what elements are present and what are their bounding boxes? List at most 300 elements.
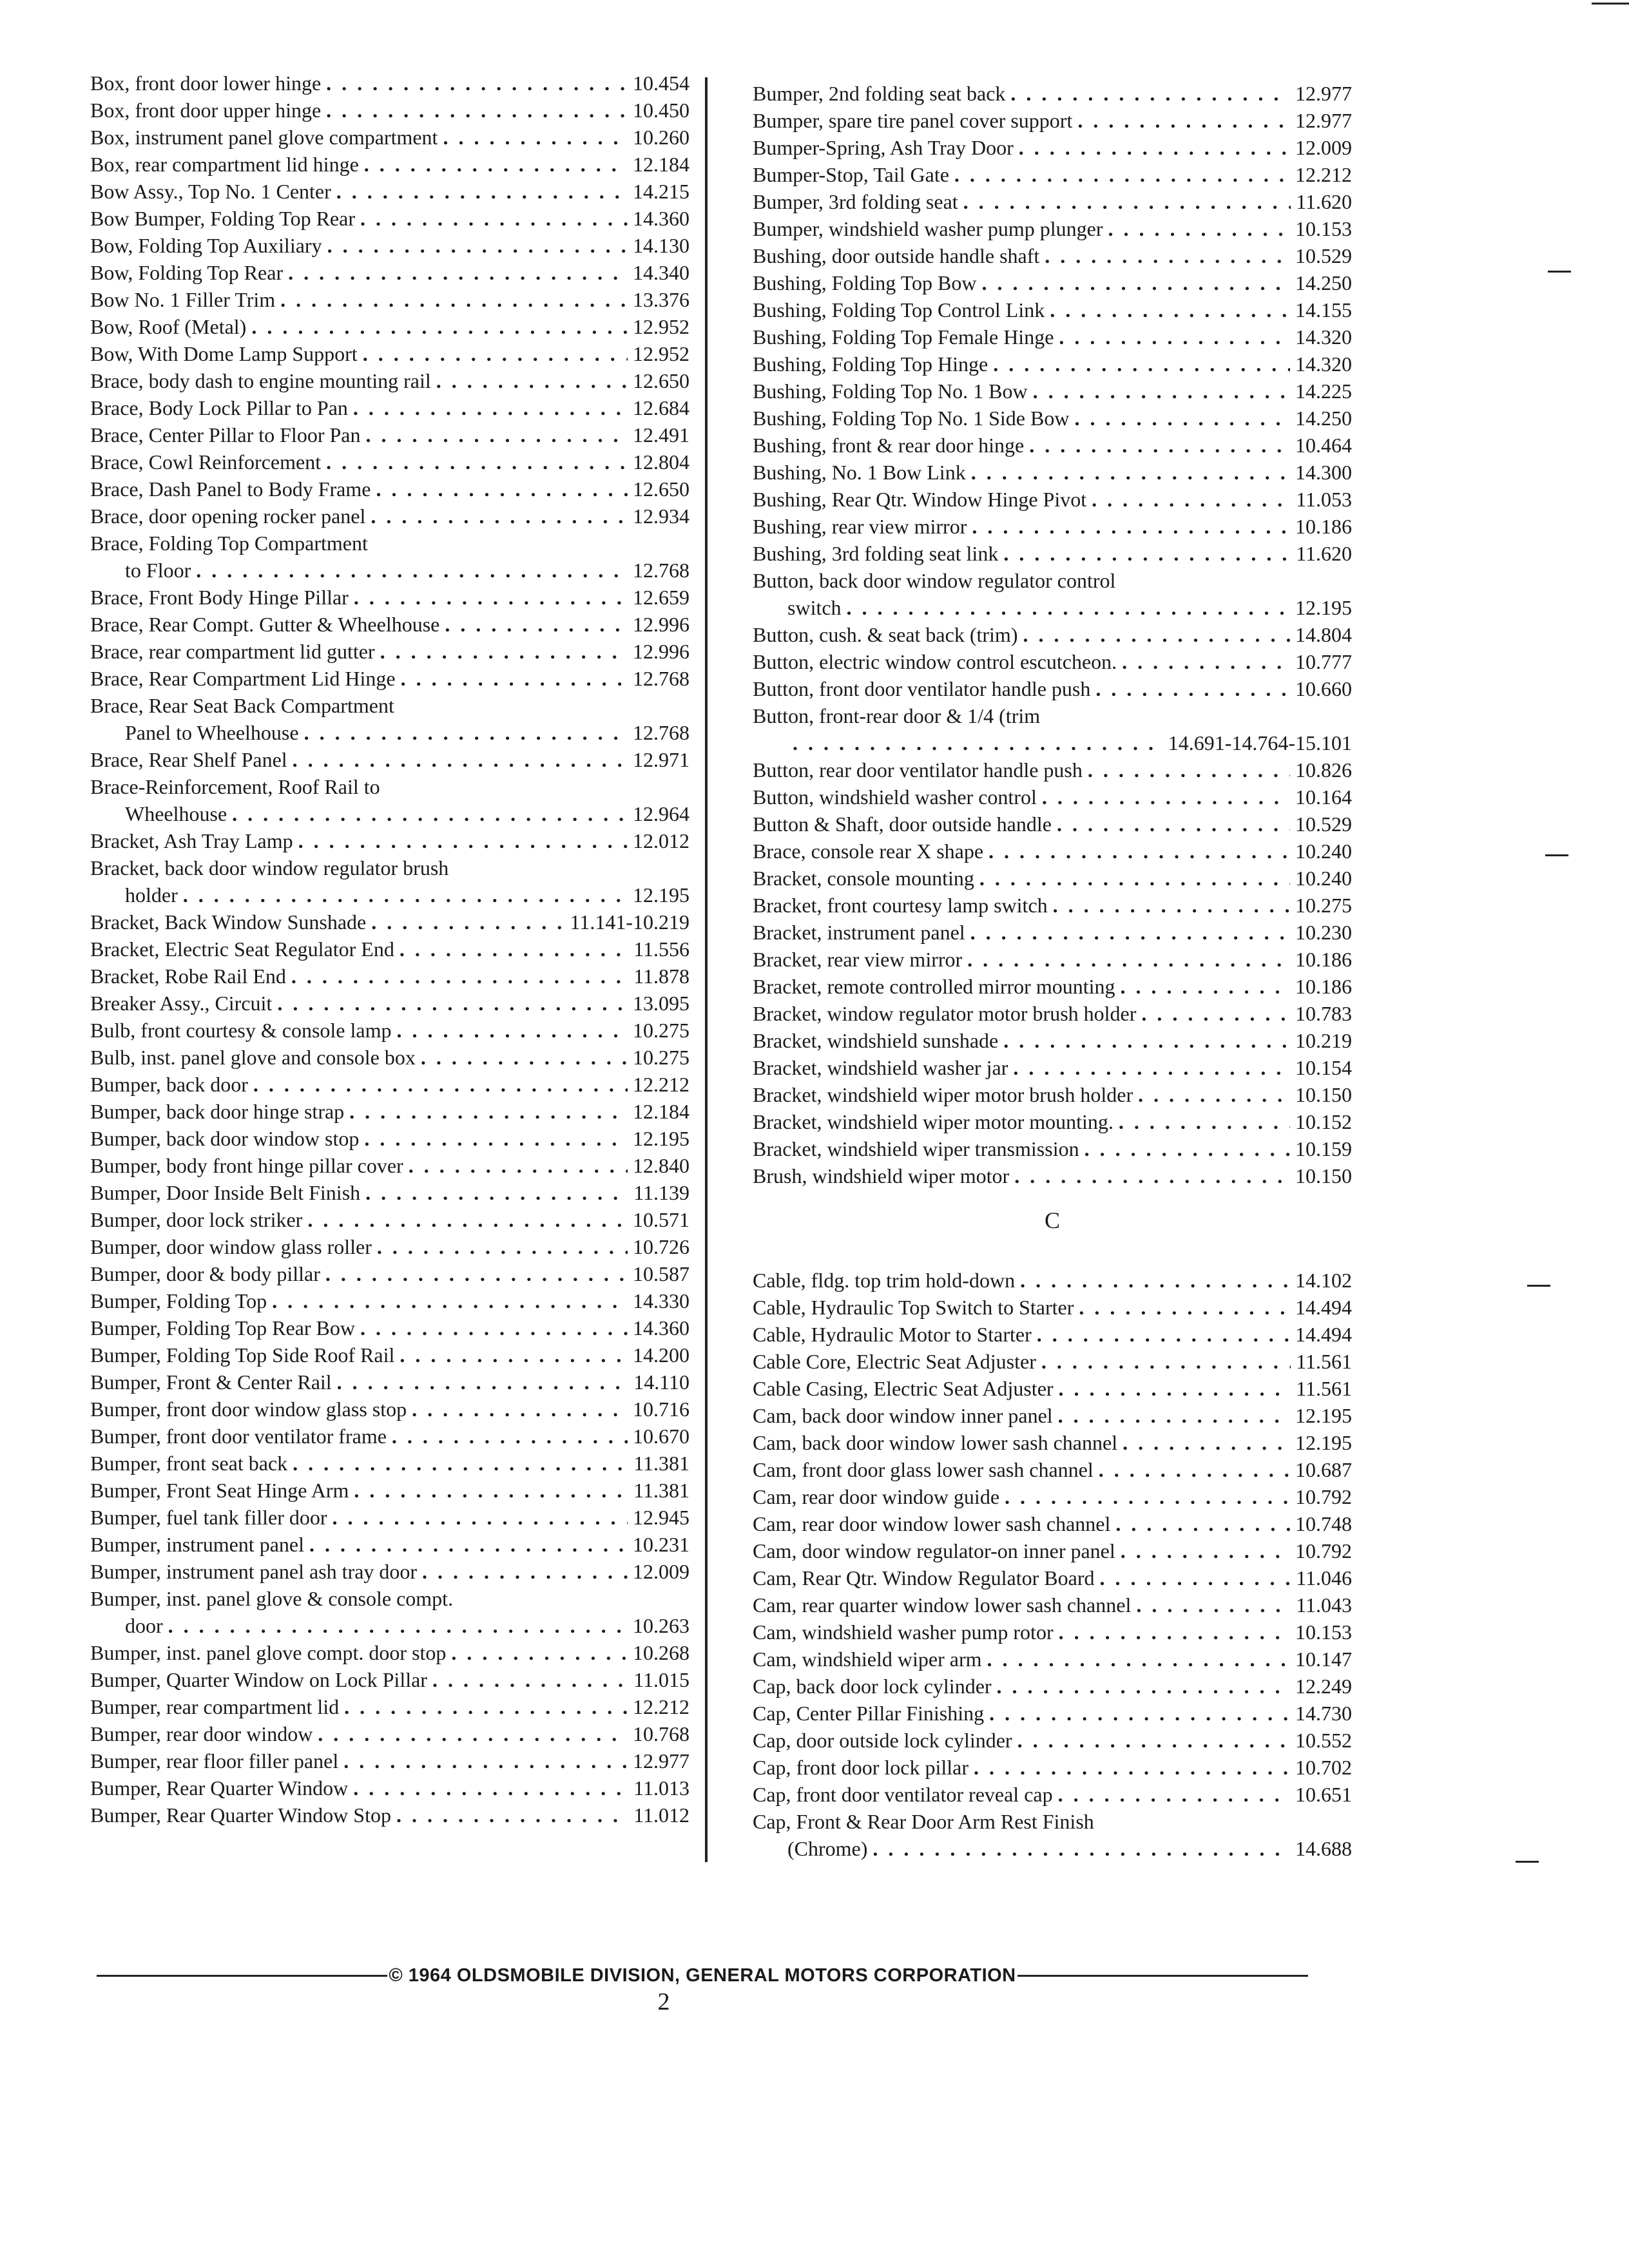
entry-page-ref: 14.320 [1295, 352, 1352, 376]
index-entry [753, 513, 1352, 540]
dot-leader [1053, 892, 1290, 919]
dot-leader [997, 1673, 1290, 1700]
entry-name: Bumper, door & body pillar [90, 1262, 320, 1285]
entry-name: Button & Shaft, door outside handle [753, 812, 1052, 836]
entry-name: Bumper, Door Inside Belt Finish [90, 1181, 361, 1204]
entry-page-ref: 12.977 [1295, 109, 1352, 132]
entry-name: Brace, Rear Compt. Gutter & Wheelhouse [90, 613, 440, 636]
entry-name: Bushing, front & rear door hinge [753, 434, 1025, 457]
index-entry [753, 1162, 1352, 1189]
dot-leader [253, 1071, 628, 1098]
entry-page-ref: 10.275 [633, 1046, 689, 1069]
index-entry [90, 746, 689, 773]
entry-page-ref: 11.013 [633, 1776, 689, 1800]
index-entry [753, 323, 1352, 351]
entry-page-ref: 12.009 [633, 1560, 689, 1583]
index-entry [753, 1402, 1352, 1429]
dot-leader [396, 1017, 628, 1044]
entry-page-ref: 14.250 [1295, 407, 1352, 430]
entry-page-ref: 12.840 [633, 1154, 689, 1177]
dot-leader [1108, 215, 1290, 242]
entry-page-ref: 11.381 [633, 1479, 689, 1502]
entry-name: Bow, With Dome Lamp Support [90, 342, 358, 365]
entry-page-ref: 12.195 [1295, 1404, 1352, 1427]
index-entry [753, 378, 1352, 405]
entry-name: Bumper, rear floor filler panel [90, 1749, 339, 1773]
entry-page-ref: 12.195 [1295, 596, 1352, 619]
entry-name: Bumper, Front Seat Hinge Arm [90, 1479, 349, 1502]
index-entry [90, 1125, 689, 1152]
index-entry [90, 367, 689, 394]
entry-page-ref: 12.952 [633, 315, 689, 338]
entry-name: Bumper, 3rd folding seat [753, 190, 958, 213]
dot-leader [793, 729, 1163, 756]
dot-leader [293, 746, 628, 773]
index-entry [90, 1206, 689, 1233]
index-group-c [753, 1267, 1352, 1862]
index-entry [753, 351, 1352, 378]
dot-leader [1099, 1456, 1290, 1483]
dot-leader [1003, 1027, 1290, 1054]
entry-name: Box, instrument panel glove compartment [90, 126, 438, 149]
entry-name: Cam, rear door window guide [753, 1485, 1000, 1508]
index-entry [90, 1423, 689, 1450]
dot-leader [232, 800, 628, 827]
entry-page-ref: 14.215 [633, 180, 689, 203]
dot-leader [1020, 1267, 1290, 1294]
entry-name: Bow Assy., Top No. 1 Center [90, 180, 331, 203]
index-entry [90, 990, 689, 1017]
entry-page-ref: 14.360 [633, 1316, 689, 1340]
entry-name: Bracket, Back Window Sunshade [90, 910, 367, 934]
entry-page-ref: 10.768 [633, 1722, 689, 1745]
entry-page-ref: 10.777 [1295, 650, 1352, 673]
index-entry [90, 394, 689, 421]
entry-page-ref: 14.320 [1295, 325, 1352, 349]
dot-leader [963, 188, 1291, 215]
dot-leader [981, 269, 1290, 296]
page-footer [97, 1965, 1308, 1986]
dot-leader [168, 1612, 628, 1639]
entry-page-ref: 10.716 [633, 1398, 689, 1421]
dot-leader [360, 205, 628, 232]
entry-name: Bushing, Folding Top No. 1 Side Bow [753, 407, 1070, 430]
entry-page-ref: 14.300 [1295, 461, 1352, 484]
entry-name: Cable, fldg. top trim hold-down [753, 1269, 1016, 1292]
entry-name: Bumper, front seat back [90, 1452, 288, 1475]
entry-page-ref: 12.971 [633, 748, 689, 771]
dot-leader [1058, 1781, 1290, 1808]
entry-page-ref: 14.340 [633, 261, 689, 284]
entry-page-ref: 10.726 [633, 1235, 689, 1258]
entry-name: Bracket, Robe Rail End [90, 965, 286, 988]
entry-page-ref: 14.225 [1295, 380, 1352, 403]
dot-leader [327, 232, 628, 259]
entry-page-ref: 10.783 [1295, 1002, 1352, 1025]
entry-page-ref: 14.330 [633, 1289, 689, 1312]
entry-page-ref: 10.153 [1295, 217, 1352, 240]
copyright-notice: © 1964 OLDSMOBILE DIVISION, GENERAL MOTORS CORPORATION [389, 1965, 1016, 1986]
entry-name: Bumper, spare tire panel cover support [753, 109, 1073, 132]
entry-name: Bumper, front door ventilator frame [90, 1425, 387, 1448]
entry-page-ref: 11.015 [633, 1668, 689, 1691]
entry-page-ref: 10.186 [1295, 948, 1352, 971]
margin-tick-mark [1548, 271, 1571, 273]
index-entry [90, 773, 689, 800]
entry-page-ref: 12.650 [633, 477, 689, 501]
entry-name: Bracket, remote controlled mirror mounting [753, 975, 1115, 998]
dot-leader [989, 1700, 1290, 1727]
index-entry [753, 1135, 1352, 1162]
entry-name: Bracket, windshield washer jar [753, 1056, 1008, 1079]
entry-page-ref: 14.730 [1295, 1702, 1352, 1725]
entry-name: Bracket, Electric Seat Regulator End [90, 937, 394, 961]
index-entry [753, 811, 1352, 838]
entry-name: Cam, door window regulator-on inner panel [753, 1539, 1115, 1562]
entry-name: Bushing, rear view mirror [753, 515, 967, 538]
index-entry [90, 421, 689, 448]
index-right-column [753, 80, 1352, 1862]
index-entry [753, 1754, 1352, 1781]
index-entry-continuation [90, 881, 689, 908]
index-entry [90, 1720, 689, 1747]
entry-name: Breaker Assy., Circuit [90, 992, 273, 1015]
dot-leader [1121, 973, 1291, 1000]
index-entry [753, 486, 1352, 513]
entry-page-ref: 10.748 [1295, 1512, 1352, 1535]
dot-leader [326, 97, 628, 124]
entry-page-ref: 10.275 [1295, 894, 1352, 917]
entry-name: Bushing, Folding Top Control Link [753, 298, 1045, 322]
entry-page-ref: 10.670 [633, 1425, 689, 1448]
dot-leader [1019, 134, 1290, 161]
entry-name: Cable, Hydraulic Motor to Starter [753, 1323, 1032, 1346]
entry-page-ref: 14.688 [1295, 1837, 1352, 1860]
entry-page-ref: 12.212 [633, 1073, 689, 1096]
entry-page-ref: 11.561 [1296, 1377, 1352, 1400]
dot-leader [360, 1314, 628, 1341]
entry-name: Brace, console rear X shape [753, 840, 984, 863]
entry-name: Cap, front door ventilator reveal cap [753, 1783, 1053, 1806]
entry-page-ref: 12.996 [633, 640, 689, 663]
dot-leader [1088, 756, 1290, 783]
dot-leader [847, 594, 1290, 621]
dot-leader [349, 1098, 628, 1125]
dot-leader [380, 638, 628, 665]
page-number: 2 [657, 1988, 670, 2015]
entry-page-ref: 10.454 [633, 72, 689, 95]
entry-name: Bumper, back door window stop [90, 1127, 360, 1150]
dot-leader [445, 611, 628, 638]
dot-leader [376, 476, 628, 503]
index-entry [90, 1369, 689, 1396]
entry-page-ref: 10.660 [1295, 677, 1352, 700]
dot-leader [979, 865, 1290, 892]
index-entry [90, 936, 689, 963]
entry-page-ref: 10.186 [1295, 515, 1352, 538]
entry-page-ref: 14.494 [1295, 1296, 1352, 1319]
entry-name: Button, back door window regulator control [753, 569, 1116, 592]
margin-tick-mark [1516, 1861, 1539, 1863]
entry-name: Cam, back door window lower sash channel [753, 1431, 1118, 1454]
dot-leader [872, 1835, 1290, 1862]
dot-leader [344, 1693, 628, 1720]
dot-leader [1121, 1537, 1290, 1564]
entry-name: Cam, windshield wiper arm [753, 1648, 982, 1671]
entry-page-ref: 12.195 [1295, 1431, 1352, 1454]
dot-leader [309, 1531, 628, 1558]
margin-tick-mark [1545, 854, 1568, 856]
index-entry-continuation [753, 1835, 1352, 1862]
index-entry [753, 1321, 1352, 1348]
entry-page-ref: 12.684 [633, 396, 689, 419]
entry-name: Brace, Rear Seat Back Compartment [90, 694, 394, 717]
index-entry [753, 838, 1352, 865]
entry-page-ref: 10.529 [1295, 812, 1352, 836]
dot-leader [337, 1369, 629, 1396]
entry-page-ref: 12.212 [633, 1695, 689, 1718]
dot-leader [1095, 675, 1290, 702]
dot-leader [1059, 323, 1290, 351]
entry-page-ref: 10.450 [633, 99, 689, 122]
index-entry [753, 80, 1352, 107]
index-entry [90, 503, 689, 530]
entry-name: Bracket, back door window regulator brush [90, 856, 449, 879]
dot-leader [364, 151, 628, 178]
index-entry [753, 1375, 1352, 1402]
index-entry [90, 908, 689, 936]
entry-name: Brace, Cowl Reinforcement [90, 450, 322, 474]
entry-name: Cap, Front & Rear Door Arm Rest Finish [753, 1810, 1094, 1833]
dot-leader [304, 719, 628, 746]
entry-name: Brace, Folding Top Compartment [90, 532, 368, 555]
section-letter-heading: C [1044, 1207, 1060, 1233]
entry-name: Bushing, Folding Top Bow [753, 271, 977, 294]
entry-name: Cable Casing, Electric Seat Adjuster [753, 1377, 1054, 1400]
index-entry [90, 1396, 689, 1423]
entry-page-ref: 12.768 [633, 559, 689, 582]
entry-page-ref: 11.381 [633, 1452, 689, 1475]
entry-name: Bracket, windshield wiper transmission [753, 1137, 1079, 1160]
entry-name: Cam, rear quarter window lower sash channel [753, 1593, 1132, 1617]
entry-name: switch [787, 596, 842, 619]
entry-name: Bow, Folding Top Rear [90, 261, 284, 284]
entry-name: Bumper-Stop, Tail Gate [753, 163, 949, 186]
dot-leader [333, 1504, 628, 1531]
entry-name: Brace, Dash Panel to Body Frame [90, 477, 371, 501]
index-entry [90, 963, 689, 990]
dot-leader [318, 1720, 628, 1747]
entry-name: Brace, Front Body Hinge Pillar [90, 586, 349, 609]
entry-name: Cam, front door glass lower sash channel [753, 1458, 1094, 1481]
entry-name: Brace, door opening rocker panel [90, 505, 366, 528]
entry-name: Button, windshield washer control [753, 785, 1037, 809]
dot-leader [363, 340, 628, 367]
index-entry [753, 1537, 1352, 1564]
entry-page-ref: 12.964 [633, 802, 689, 825]
entry-name: Bumper, Folding Top Side Roof Rail [90, 1343, 395, 1367]
index-entry [90, 827, 689, 854]
index-entry [90, 1585, 689, 1612]
dot-leader [1077, 107, 1290, 134]
index-entry-continuation [90, 1612, 689, 1639]
entry-page-ref: 14.250 [1295, 271, 1352, 294]
index-group-b-continued [753, 80, 1352, 1189]
entry-name: Cam, back door window inner panel [753, 1404, 1053, 1427]
dot-leader [336, 178, 628, 205]
entry-page-ref: 10.240 [1295, 867, 1352, 890]
dot-leader [400, 936, 628, 963]
entry-name: Bumper, instrument panel ash tray door [90, 1560, 418, 1583]
entry-page-ref: 10.826 [1295, 758, 1352, 782]
dot-leader [288, 259, 628, 286]
entry-name: Bumper, Rear Quarter Window Stop [90, 1803, 391, 1827]
index-entry [753, 134, 1352, 161]
entry-name: Bumper, rear compartment lid [90, 1695, 340, 1718]
entry-name: Cap, back door lock cylinder [753, 1675, 992, 1698]
dot-leader [1084, 1135, 1290, 1162]
entry-name: Bracket, front courtesy lamp switch [753, 894, 1048, 917]
entry-page-ref: 12.659 [633, 586, 689, 609]
dot-leader [967, 946, 1290, 973]
index-entry [753, 1081, 1352, 1108]
entry-page-ref: 10.702 [1295, 1756, 1352, 1779]
entry-name: Panel to Wheelhouse [125, 721, 299, 744]
index-entry [753, 1000, 1352, 1027]
entry-name: Bumper, instrument panel [90, 1533, 304, 1556]
index-entry [90, 1693, 689, 1720]
dot-leader [1003, 540, 1291, 567]
entry-name: Box, front door upper hinge [90, 99, 322, 122]
index-entry [753, 1700, 1352, 1727]
entry-page-ref: 10.792 [1295, 1485, 1352, 1508]
entry-name: Cam, rear door window lower sash channel [753, 1512, 1111, 1535]
index-entry [753, 567, 1352, 594]
dot-leader [972, 513, 1290, 540]
entry-name: Button, cush. & seat back (trim) [753, 623, 1018, 646]
entry-page-ref: 10.154 [1295, 1056, 1352, 1079]
index-entry [90, 286, 689, 313]
entry-name: Brace-Reinforcement, Roof Rail to [90, 775, 380, 798]
entry-page-ref: 12.491 [633, 423, 689, 447]
index-entry [90, 205, 689, 232]
entry-page-ref: 11.556 [633, 937, 689, 961]
index-entry [90, 259, 689, 286]
dot-leader [343, 1747, 628, 1774]
index-entry [90, 1774, 689, 1802]
entry-name: Bumper, Folding Top Rear Bow [90, 1316, 355, 1340]
entry-name: holder [125, 883, 178, 907]
entry-page-ref: 10.159 [1295, 1137, 1352, 1160]
entry-page-ref: 10.268 [633, 1641, 689, 1664]
entry-page-ref: 11.620 [1296, 542, 1352, 565]
entry-name: Wheelhouse [125, 802, 227, 825]
dot-leader [371, 503, 628, 530]
entry-page-ref: 14.130 [633, 234, 689, 257]
dot-leader [409, 1152, 628, 1179]
index-entry [90, 1098, 689, 1125]
index-entry [90, 1666, 689, 1693]
index-entry [90, 340, 689, 367]
entry-name: Bumper, back door [90, 1073, 248, 1096]
entry-name: Bumper, front door window glass stop [90, 1398, 407, 1421]
dot-leader [432, 1666, 628, 1693]
entry-name: Cable, Hydraulic Top Switch to Starter [753, 1296, 1074, 1319]
index-entry [90, 1802, 689, 1829]
entry-name: Brace, body dash to engine mounting rail [90, 369, 431, 392]
index-entry [753, 1483, 1352, 1510]
entry-name: Cap, door outside lock cylinder [753, 1729, 1012, 1752]
entry-page-ref: 10.571 [633, 1208, 689, 1231]
dot-leader [1042, 783, 1290, 811]
index-entry-continuation [753, 729, 1352, 756]
index-entry [753, 107, 1352, 134]
index-entry [753, 432, 1352, 459]
index-entry [90, 638, 689, 665]
dot-leader [987, 1646, 1290, 1673]
entry-name: Bumper, 2nd folding seat back [753, 82, 1006, 105]
entry-page-ref: 10.230 [1295, 921, 1352, 944]
dot-leader [993, 351, 1290, 378]
entry-name: door [125, 1614, 163, 1637]
index-entry [753, 1727, 1352, 1754]
entry-name: Cap, Center Pillar Finishing [753, 1702, 985, 1725]
entry-name: Cap, front door lock pillar [753, 1756, 969, 1779]
entry-page-ref: 12.996 [633, 613, 689, 636]
footer-rule-left [97, 1975, 387, 1977]
dot-leader [392, 1423, 628, 1450]
entry-page-ref: 14.804 [1295, 623, 1352, 646]
entry-name: Bumper, windshield washer pump plunger [753, 217, 1103, 240]
entry-page-ref: 10.152 [1295, 1110, 1352, 1133]
entry-name: Bumper-Spring, Ash Tray Door [753, 136, 1014, 159]
dot-leader [298, 827, 628, 854]
entry-page-ref: 12.934 [633, 505, 689, 528]
entry-page-ref: 10.263 [633, 1614, 689, 1637]
dot-leader [1079, 1294, 1290, 1321]
dot-leader [1029, 432, 1290, 459]
index-entry [90, 1152, 689, 1179]
entry-page-ref: 14.200 [633, 1343, 689, 1367]
dot-leader [1138, 1081, 1290, 1108]
entry-name: Bushing, Rear Qtr. Window Hinge Pivot [753, 488, 1087, 511]
index-entry [753, 1673, 1352, 1700]
dot-leader [1074, 405, 1290, 432]
dot-leader [443, 124, 628, 151]
dot-leader [954, 161, 1290, 188]
index-entry [90, 665, 689, 692]
dot-leader [1010, 80, 1290, 107]
margin-tick-mark [1527, 1285, 1550, 1287]
index-entry [753, 1267, 1352, 1294]
index-entry [753, 783, 1352, 811]
index-entry-continuation [90, 800, 689, 827]
entry-page-ref: 11.139 [633, 1181, 689, 1204]
index-entry [753, 1510, 1352, 1537]
entry-page-ref: 12.184 [633, 1100, 689, 1123]
dot-leader [326, 70, 628, 97]
dot-leader [1141, 1000, 1290, 1027]
index-entry [753, 1108, 1352, 1135]
entry-page-ref: 10.552 [1295, 1729, 1352, 1752]
index-entry [90, 1558, 689, 1585]
entry-page-ref: 11.046 [1296, 1566, 1352, 1590]
entry-name: Bumper, door window glass roller [90, 1235, 372, 1258]
entry-name: Bumper, inst. panel glove & console compt. [90, 1587, 454, 1610]
entry-page-ref: 12.768 [633, 667, 689, 690]
entry-page-ref: 14.360 [633, 207, 689, 230]
index-entry [90, 584, 689, 611]
